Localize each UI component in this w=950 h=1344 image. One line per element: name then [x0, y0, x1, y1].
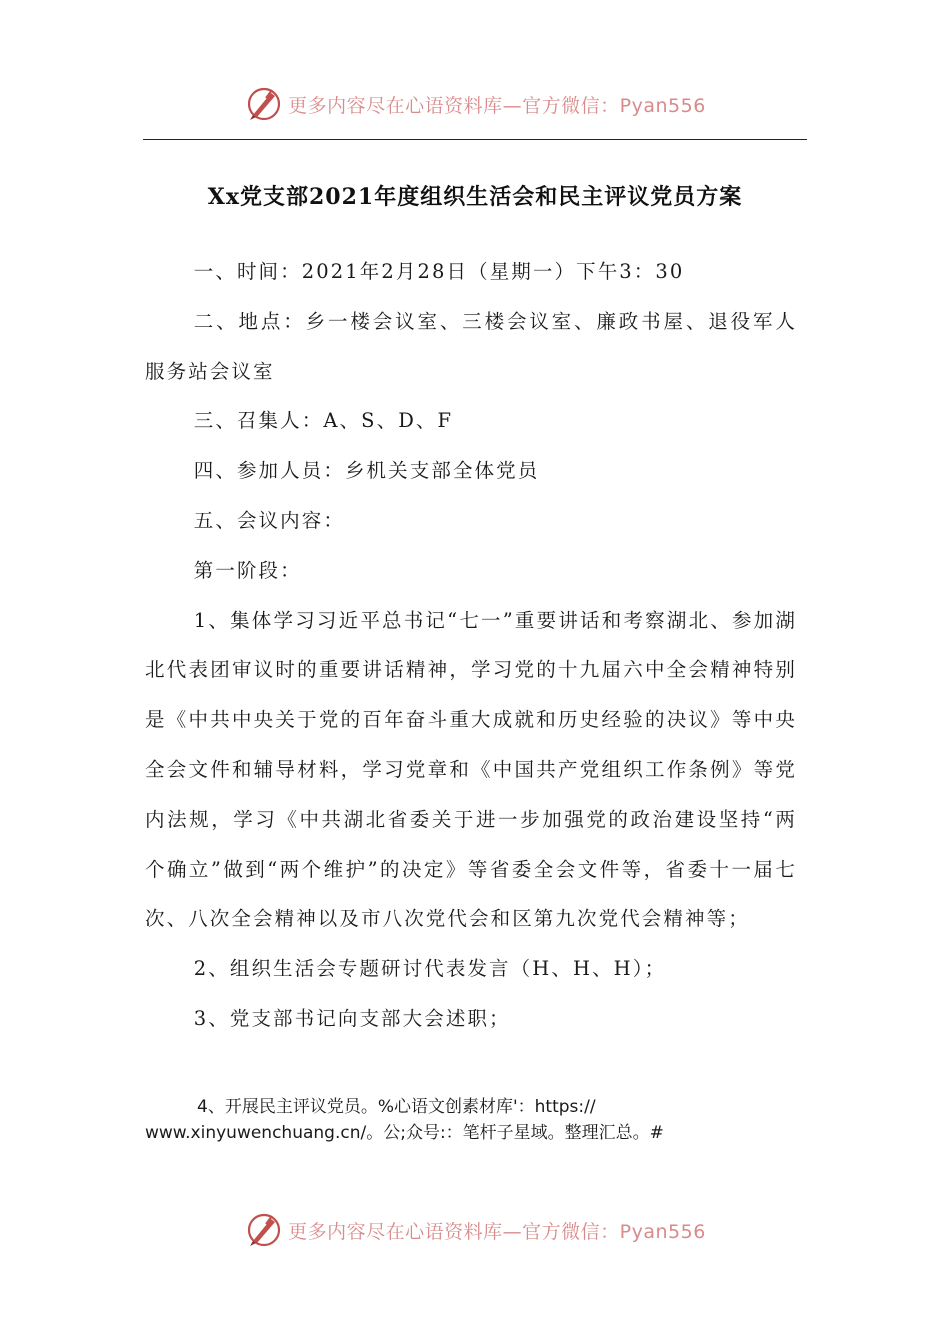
paragraph-convener: 三、召集人：A、S、D、F: [193, 409, 454, 433]
note-line-1: 4、开展民主评议党员。%心语文创素材库'：https://: [197, 1097, 596, 1117]
watermark-text: [288, 1217, 706, 1244]
quill-pen-circle-icon: [244, 1210, 284, 1250]
document-body: [145, 247, 797, 1044]
footer-watermark: [0, 1208, 950, 1252]
paragraph-attendees: 四、参加人员：乡机关支部全体党员: [193, 459, 540, 483]
note-line-2: www.xinyuwenchuang.cn/。公;众号:：笔杆子星域。整理汇总。#: [145, 1123, 664, 1143]
watermark-label: 更多内容尽在心语资料库—官方微信：: [288, 94, 620, 117]
paragraph-item-3: 3、党支部书记向支部大会述职；: [193, 1006, 511, 1030]
wechat-id: Pyan556: [619, 94, 706, 117]
paragraph-location: 二、地点：乡一楼会议室、三楼会议室、廉政书屋、退役军人服务站会议室: [145, 309, 797, 383]
watermark-label: 更多内容尽在心语资料库—官方微信：: [288, 1220, 620, 1243]
source-note: [145, 1094, 797, 1146]
header-watermark: [0, 82, 950, 126]
paragraph-item-1: 1、集体学习习近平总书记“七一”重要讲话和考察湖北、参加湖北代表团审议时的重要讲话精神，学习党的十九届六中全会精神特别是《中共中央关于党的百年奋斗重大成就和历史经验的决议》等中央全会文件和辅导材料，学习党章和《中国共产党组织工作条例》等党内法规，学习《中共湖北省委关于进一步加强党的政治建设坚持“两个确立”做到“两个维护”的决定》等省委全会文件等，省委十一届七次、八次全会精神以及市八次党代会和区第九次党代会精神等；: [145, 608, 797, 931]
document-title: Xx党支部2021年度组织生活会和民主评议党员方案: [207, 184, 743, 210]
header-divider: [143, 139, 807, 140]
wechat-id: Pyan556: [619, 1220, 706, 1243]
paragraph-time: 一、时间：2021年2月28日（星期一）下午3：30: [193, 260, 685, 283]
paragraph-item-2: 2、组织生活会专题研讨代表发言（H、H、H）；: [193, 957, 667, 981]
quill-pen-circle-icon: [244, 84, 284, 124]
watermark-text: [288, 91, 706, 118]
paragraph-agenda-heading: 五、会议内容：: [193, 508, 345, 532]
paragraph-phase-one: 第一阶段：: [193, 558, 302, 582]
